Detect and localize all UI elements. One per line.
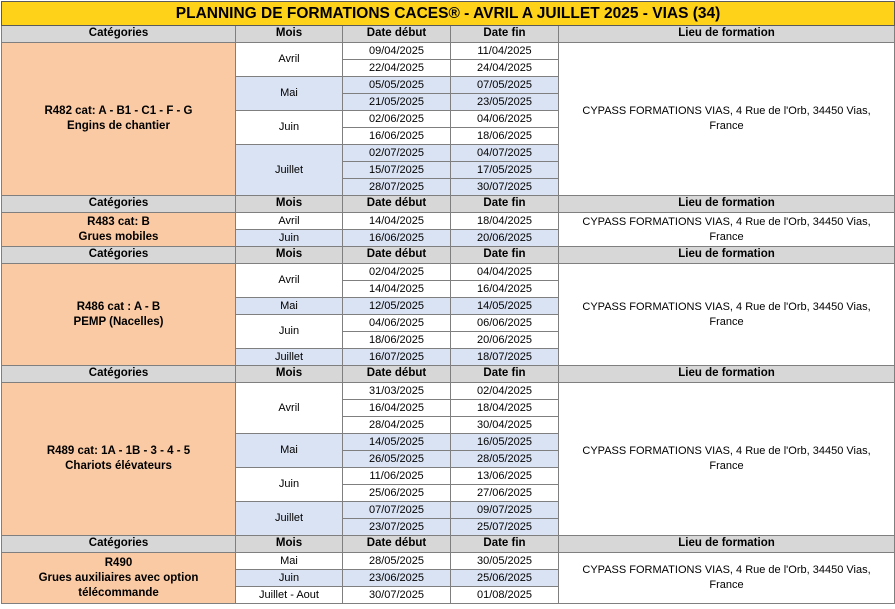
date-fin-cell: 23/05/2025 bbox=[451, 94, 559, 111]
header-mois: Mois bbox=[236, 196, 343, 213]
date-fin-cell: 18/04/2025 bbox=[451, 400, 559, 417]
header-date-fin: Date fin bbox=[451, 536, 559, 553]
date-debut-cell: 30/07/2025 bbox=[343, 587, 451, 604]
header-categories: Catégories bbox=[2, 366, 236, 383]
date-fin-cell: 25/07/2025 bbox=[451, 519, 559, 536]
date-fin-cell: 18/06/2025 bbox=[451, 128, 559, 145]
date-fin-cell: 20/06/2025 bbox=[451, 230, 559, 247]
category-line: R489 cat: 1A - 1B - 3 - 4 - 5 bbox=[46, 445, 191, 457]
category-line: R482 cat: A - B1 - C1 - F - G bbox=[44, 105, 193, 117]
month-cell: Juin bbox=[236, 230, 343, 247]
header-date-debut: Date début bbox=[343, 536, 451, 553]
date-debut-cell: 18/06/2025 bbox=[343, 332, 451, 349]
date-debut-cell: 28/07/2025 bbox=[343, 179, 451, 196]
category-line: Grues auxiliaires avec option bbox=[38, 571, 199, 584]
lieu-cell bbox=[559, 264, 895, 366]
lieu-line: CYPASS FORMATIONS VIAS, 4 Rue de l'Orb, 34450 Vias, bbox=[582, 105, 871, 117]
date-debut-cell: 16/07/2025 bbox=[343, 349, 451, 366]
schedule-row bbox=[2, 553, 895, 570]
category-line: télécommande bbox=[78, 586, 159, 599]
header-mois: Mois bbox=[236, 247, 343, 264]
header-row bbox=[2, 247, 895, 264]
month-cell: Juillet bbox=[236, 349, 343, 366]
date-debut-cell: 16/06/2025 bbox=[343, 128, 451, 145]
date-debut-cell: 26/05/2025 bbox=[343, 451, 451, 468]
header-row bbox=[2, 366, 895, 383]
lieu-line: France bbox=[709, 230, 744, 243]
date-fin-cell: 16/05/2025 bbox=[451, 434, 559, 451]
date-debut-cell: 12/05/2025 bbox=[343, 298, 451, 315]
lieu-line: CYPASS FORMATIONS VIAS, 4 Rue de l'Orb, 34450 Vias, bbox=[582, 300, 871, 313]
category-line: R486 cat : A - B bbox=[76, 300, 161, 313]
date-fin-cell: 04/04/2025 bbox=[451, 264, 559, 281]
date-debut-cell: 23/07/2025 bbox=[343, 519, 451, 536]
header-lieu: Lieu de formation bbox=[559, 247, 895, 264]
date-fin-cell: 14/05/2025 bbox=[451, 298, 559, 315]
date-fin-cell: 16/04/2025 bbox=[451, 281, 559, 298]
header-lieu: Lieu de formation bbox=[559, 196, 895, 213]
schedule-row bbox=[2, 213, 895, 230]
header-date-debut: Date début bbox=[343, 247, 451, 264]
month-cell: Juillet - Aout bbox=[236, 587, 343, 604]
category-line: PEMP (Nacelles) bbox=[73, 315, 164, 328]
date-debut-cell: 02/07/2025 bbox=[343, 145, 451, 162]
date-debut-cell: 11/06/2025 bbox=[343, 468, 451, 485]
date-fin-cell: 25/06/2025 bbox=[451, 570, 559, 587]
header-row bbox=[2, 26, 895, 43]
planning-table bbox=[1, 1, 895, 604]
month-cell: Mai bbox=[236, 553, 343, 570]
schedule-row bbox=[2, 43, 895, 60]
header-date-fin: Date fin bbox=[451, 366, 559, 383]
category-cell bbox=[2, 213, 236, 247]
date-fin-cell: 30/04/2025 bbox=[451, 417, 559, 434]
date-debut-cell: 21/05/2025 bbox=[343, 94, 451, 111]
category-line: R483 cat: B bbox=[87, 215, 150, 228]
lieu-line: France bbox=[709, 579, 744, 591]
date-debut-cell: 31/03/2025 bbox=[343, 383, 451, 400]
category-line: Grues mobiles bbox=[78, 230, 159, 243]
lieu-line: CYPASS FORMATIONS VIAS, 4 Rue de l'Orb, 34450 Vias, bbox=[582, 564, 871, 576]
date-debut-cell: 23/06/2025 bbox=[343, 570, 451, 587]
date-fin-cell: 24/04/2025 bbox=[451, 60, 559, 77]
month-cell: Juillet bbox=[236, 502, 343, 536]
month-cell: Juillet bbox=[236, 145, 343, 196]
date-debut-cell: 05/05/2025 bbox=[343, 77, 451, 94]
date-fin-cell: 07/05/2025 bbox=[451, 77, 559, 94]
date-debut-cell: 07/07/2025 bbox=[343, 502, 451, 519]
date-debut-cell: 14/04/2025 bbox=[343, 281, 451, 298]
month-cell: Mai bbox=[236, 298, 343, 315]
month-cell: Avril bbox=[236, 43, 343, 77]
header-mois: Mois bbox=[236, 366, 343, 383]
date-debut-cell: 14/04/2025 bbox=[343, 213, 451, 230]
header-date-fin: Date fin bbox=[451, 247, 559, 264]
lieu-line: France bbox=[709, 120, 744, 132]
date-fin-cell: 27/06/2025 bbox=[451, 485, 559, 502]
header-date-fin: Date fin bbox=[451, 26, 559, 43]
header-categories: Catégories bbox=[2, 247, 236, 264]
month-cell: Avril bbox=[236, 383, 343, 434]
date-fin-cell: 20/06/2025 bbox=[451, 332, 559, 349]
date-fin-cell: 04/06/2025 bbox=[451, 111, 559, 128]
header-date-debut: Date début bbox=[343, 196, 451, 213]
month-cell: Juin bbox=[236, 111, 343, 145]
category-cell bbox=[2, 43, 236, 196]
date-fin-cell: 17/05/2025 bbox=[451, 162, 559, 179]
lieu-cell bbox=[559, 213, 895, 247]
date-fin-cell: 13/06/2025 bbox=[451, 468, 559, 485]
header-row bbox=[2, 536, 895, 553]
date-debut-cell: 22/04/2025 bbox=[343, 60, 451, 77]
lieu-cell bbox=[559, 553, 895, 604]
date-fin-cell: 01/08/2025 bbox=[451, 587, 559, 604]
month-cell: Avril bbox=[236, 264, 343, 298]
date-fin-cell: 18/04/2025 bbox=[451, 213, 559, 230]
date-debut-cell: 14/05/2025 bbox=[343, 434, 451, 451]
lieu-cell bbox=[559, 383, 895, 536]
lieu-cell bbox=[559, 43, 895, 196]
category-cell bbox=[2, 383, 236, 536]
header-lieu: Lieu de formation bbox=[559, 366, 895, 383]
header-mois: Mois bbox=[236, 26, 343, 43]
header-lieu: Lieu de formation bbox=[559, 536, 895, 553]
date-fin-cell: 04/07/2025 bbox=[451, 145, 559, 162]
month-cell: Mai bbox=[236, 77, 343, 111]
month-cell: Juin bbox=[236, 570, 343, 587]
date-debut-cell: 02/06/2025 bbox=[343, 111, 451, 128]
header-categories: Catégories bbox=[2, 26, 236, 43]
date-fin-cell: 02/04/2025 bbox=[451, 383, 559, 400]
date-debut-cell: 25/06/2025 bbox=[343, 485, 451, 502]
header-categories: Catégories bbox=[2, 196, 236, 213]
lieu-line: CYPASS FORMATIONS VIAS, 4 Rue de l'Orb, 34450 Vias, bbox=[582, 215, 871, 228]
lieu-line: CYPASS FORMATIONS VIAS, 4 Rue de l'Orb, 34450 Vias, bbox=[582, 445, 871, 457]
planning-body bbox=[2, 2, 895, 604]
date-debut-cell: 15/07/2025 bbox=[343, 162, 451, 179]
category-cell bbox=[2, 264, 236, 366]
date-fin-cell: 28/05/2025 bbox=[451, 451, 559, 468]
lieu-line: France bbox=[709, 315, 744, 328]
month-cell: Juin bbox=[236, 315, 343, 349]
date-debut-cell: 16/06/2025 bbox=[343, 230, 451, 247]
date-debut-cell: 02/04/2025 bbox=[343, 264, 451, 281]
header-mois: Mois bbox=[236, 536, 343, 553]
header-categories: Catégories bbox=[2, 536, 236, 553]
title-row bbox=[2, 2, 895, 26]
page-title: PLANNING DE FORMATIONS CACES® - AVRIL A JUILLET 2025 - VIAS (34) bbox=[2, 2, 895, 26]
schedule-row bbox=[2, 383, 895, 400]
category-line: R490 bbox=[104, 556, 133, 569]
category-line: Chariots élévateurs bbox=[65, 460, 172, 472]
header-lieu: Lieu de formation bbox=[559, 26, 895, 43]
date-fin-cell: 30/07/2025 bbox=[451, 179, 559, 196]
header-date-fin: Date fin bbox=[451, 196, 559, 213]
lieu-line: France bbox=[709, 460, 744, 472]
date-fin-cell: 30/05/2025 bbox=[451, 553, 559, 570]
month-cell: Juin bbox=[236, 468, 343, 502]
header-date-debut: Date début bbox=[343, 26, 451, 43]
date-debut-cell: 28/04/2025 bbox=[343, 417, 451, 434]
date-fin-cell: 11/04/2025 bbox=[451, 43, 559, 60]
category-cell bbox=[2, 553, 236, 604]
date-debut-cell: 04/06/2025 bbox=[343, 315, 451, 332]
header-row bbox=[2, 196, 895, 213]
header-date-debut: Date début bbox=[343, 366, 451, 383]
month-cell: Mai bbox=[236, 434, 343, 468]
category-line: Engins de chantier bbox=[67, 120, 170, 132]
date-debut-cell: 09/04/2025 bbox=[343, 43, 451, 60]
date-debut-cell: 28/05/2025 bbox=[343, 553, 451, 570]
date-fin-cell: 09/07/2025 bbox=[451, 502, 559, 519]
date-fin-cell: 06/06/2025 bbox=[451, 315, 559, 332]
schedule-row bbox=[2, 264, 895, 281]
date-fin-cell: 18/07/2025 bbox=[451, 349, 559, 366]
date-debut-cell: 16/04/2025 bbox=[343, 400, 451, 417]
month-cell: Avril bbox=[236, 213, 343, 230]
